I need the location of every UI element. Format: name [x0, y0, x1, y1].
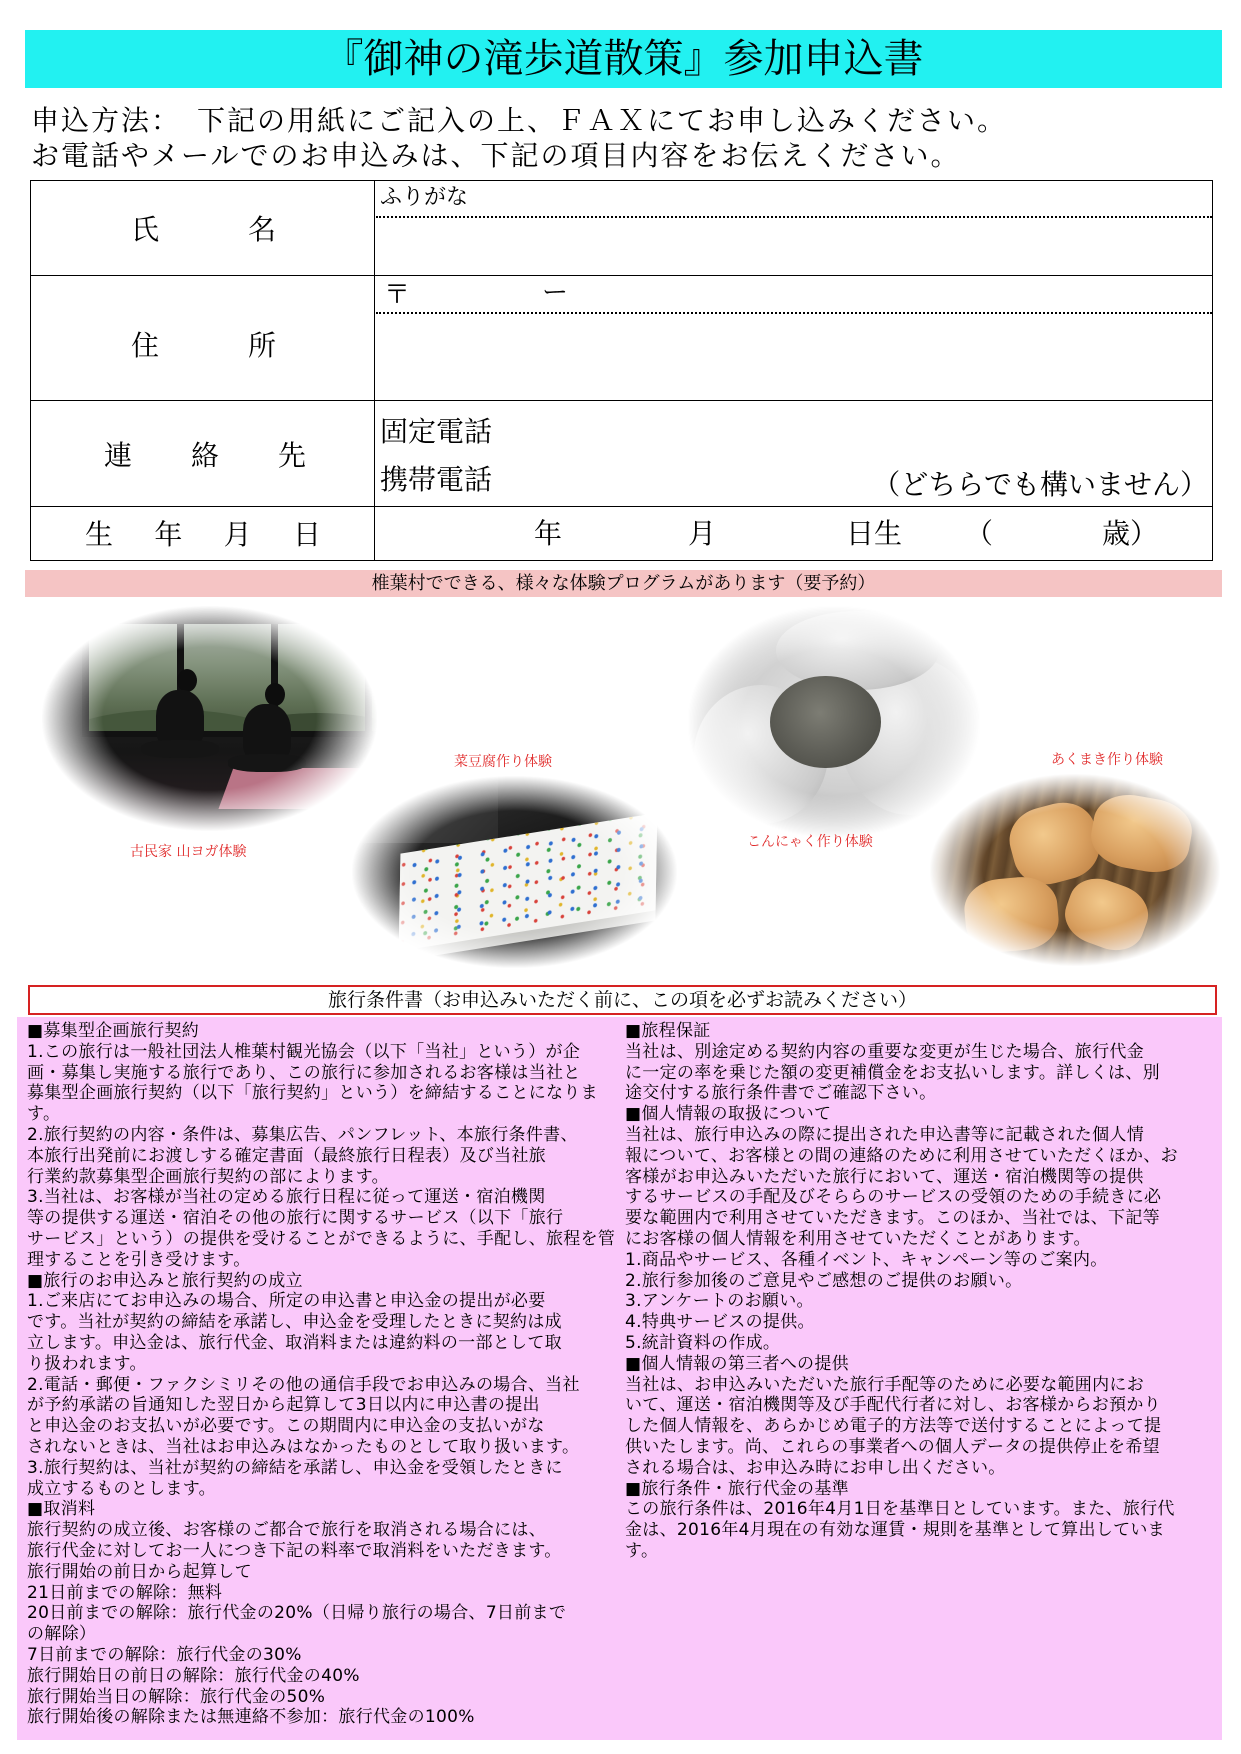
tofu-experience-photo	[352, 776, 677, 968]
condition-line: に一定の率を乗じた額の変更補償金をお支払いします。詳しくは、別	[625, 1062, 1160, 1083]
condition-line: 旅行開始当日の解除：旅行代金の50%	[27, 1686, 326, 1707]
year-unit: 年	[534, 517, 563, 550]
contact-field[interactable]	[376, 401, 1212, 506]
landline-label: 固定電話	[380, 415, 493, 448]
condition-line: いて、運送・宿泊機関等及び手配代行者に対し、お客様からお預かり	[625, 1395, 1161, 1416]
age-close: 歳）	[1102, 517, 1159, 550]
address-field[interactable]	[376, 276, 1212, 400]
akumaki-piece	[1087, 789, 1197, 878]
postal-divider	[376, 312, 1212, 314]
postal-mark: 〒	[384, 280, 411, 310]
furigana-divider	[376, 216, 1212, 218]
condition-line: 金は、2016年4月現在の有効な運賃・規則を基準として算出していま	[625, 1520, 1165, 1541]
akumaki-piece	[1058, 870, 1157, 959]
section-heading: ■個人情報の取扱について	[625, 1104, 832, 1125]
condition-line: 2.旅行契約の内容・条件は、募集広告、パンフレット、本旅行条件書、	[27, 1124, 578, 1145]
person-silhouette	[243, 683, 306, 772]
contact-row	[31, 401, 1212, 507]
window-view	[82, 624, 377, 737]
condition-line: 募集型企画旅行契約（以下「旅行契約」という）を締結することになりま	[27, 1083, 598, 1104]
condition-line: 成立するものとします。	[27, 1478, 216, 1499]
day-unit: 日生	[846, 517, 903, 550]
address-label	[131, 276, 276, 400]
label-char: 年	[154, 518, 183, 551]
window-frame	[82, 624, 89, 737]
condition-line: 報について、お客様との間の連絡のために利用させていただくほか、お	[625, 1145, 1178, 1166]
label-char: 住	[131, 329, 160, 362]
conditions-left-column	[27, 1021, 617, 1728]
cloth	[352, 776, 498, 843]
konnyaku-ball	[770, 676, 881, 769]
furigana-label: ふりがな	[380, 185, 469, 210]
condition-line: サービス」という）の提供を受けることができるように、手配し、旅程を管	[27, 1228, 616, 1249]
age-open: （	[965, 517, 994, 550]
condition-line: 旅行開始後の解除または無連絡不参加：旅行代金の100%	[27, 1707, 475, 1728]
mobile-label: 携帯電話	[380, 463, 493, 496]
name-row	[31, 181, 1212, 276]
glove-fingers	[776, 611, 940, 690]
photo-caption: こんにゃく作り体験	[747, 834, 873, 850]
label-char: 名	[247, 213, 276, 246]
condition-line: 1.商品やサービス、各種イベント、キャンペーン等のご案内。	[625, 1249, 1108, 1270]
postal-dash: ー	[542, 278, 569, 308]
condition-line: 3.旅行契約は、当社が契約の締結を承諾し、申込金を受領したときに	[27, 1457, 563, 1478]
condition-line: 3.アンケートのお願い。	[625, 1291, 814, 1312]
application-form	[30, 180, 1213, 561]
condition-line: されないときは、当社はお申込みはなかったものとして取り扱います。	[27, 1436, 580, 1457]
condition-line: 旅行契約の成立後、お客様のご都合で旅行を取消される場合には、	[27, 1520, 546, 1541]
condition-line: 本旅行出発前にお渡しする確定書面（最終旅行日程表）及び当社旅	[27, 1145, 546, 1166]
condition-line: です。当社が契約の締結を承諾し、申込金を受理したときに契約は成	[27, 1312, 562, 1333]
condition-line: 当社は、お申込みいただいた旅行手配等のために必要な範囲内にお	[625, 1374, 1144, 1395]
conditions-heading: 旅行条件書（お申込みいただく前に、この項を必ずお読みください）	[28, 985, 1217, 1015]
condition-line: 旅行開始日の前日の解除：旅行代金の40%	[27, 1665, 360, 1686]
person-silhouette	[156, 669, 219, 758]
label-char: 絡	[190, 438, 219, 472]
condition-line: 当社は、別途定める契約内容の重要な変更が生じた場合、旅行代金	[625, 1041, 1144, 1062]
label-char: 連	[104, 438, 133, 472]
condition-line: 理することを引き受けます。	[27, 1249, 251, 1270]
label-char: 日	[292, 518, 321, 551]
condition-line: するサービスの手配及びそららのサービスの受領のための手続きに必	[625, 1187, 1162, 1208]
photo-caption: 菜豆腐作り体験	[454, 754, 552, 770]
condition-line: 1.この旅行は一般社団法人椎葉村観光協会（以下「当社」という）が企	[27, 1041, 581, 1062]
condition-line: 当社は、旅行申込みの際に提出された申込書等に記載された個人情	[625, 1124, 1144, 1145]
condition-line: 立します。申込金は、旅行代金、取消料または違約料の一部として取	[27, 1332, 562, 1353]
condition-line: と申込金のお支払いが必要です。この期間内に申込金の支払いがな	[27, 1416, 545, 1437]
section-heading: ■旅行のお申込みと旅行契約の成立	[27, 1270, 303, 1291]
birthday-row	[31, 507, 1212, 559]
section-heading: ■旅行条件・旅行代金の基準	[625, 1478, 849, 1499]
instruction-line: お電話やメールでのお申込みは、下記の項目内容をお伝えください。	[31, 139, 961, 172]
section-heading: ■募集型企画旅行契約	[27, 1021, 200, 1041]
label-char: 月	[223, 518, 252, 551]
condition-line: り扱われます。	[27, 1353, 147, 1374]
akumaki-piece	[962, 874, 1061, 955]
condition-line: 要な範囲内で利用させていただきます。このほか、当社では、下記等	[625, 1208, 1160, 1229]
label-char: 所	[247, 329, 276, 362]
conditions-panel	[17, 1017, 1222, 1740]
condition-line: される場合は、お申込み時にお申し出ください。	[625, 1457, 1006, 1478]
condition-line: 供いたします。尚、これらの事業者への個人データの提供停止を希望	[625, 1436, 1160, 1457]
condition-line: 客様がお申込みいただいた旅行において、運送・宿泊機関等の提供	[625, 1166, 1144, 1187]
contact-note: （どちらでも構いません）	[872, 468, 1208, 501]
label-char: 先	[277, 438, 306, 472]
month-unit: 月	[688, 517, 717, 550]
condition-line: 等の提供する運送・宿泊その他の旅行に関するサービス（以下「旅行	[27, 1208, 564, 1229]
condition-line: す。	[27, 1104, 61, 1125]
name-label	[131, 181, 276, 275]
condition-line: 20日前までの解除：旅行代金の20%（日帰り旅行の場合、7日前まで	[27, 1603, 567, 1624]
condition-line: 21日前までの解除：無料	[27, 1582, 223, 1603]
condition-line: にお客様の個人情報を利用させていただくことがあります。	[625, 1228, 1091, 1249]
section-heading: ■取消料	[27, 1499, 96, 1520]
name-field[interactable]	[376, 181, 1212, 275]
condition-line: 1.ご来店にてお申込みの場合、所定の申込書と申込金の提出が必要	[27, 1291, 546, 1312]
experience-banner: 椎葉村でできる、様々な体験プログラムがあります（要予約）	[25, 570, 1222, 597]
condition-line: した個人情報を、あらかじめ電子的方法等で送付することによって提	[625, 1416, 1162, 1437]
conditions-right-column	[625, 1021, 1217, 1562]
yoga-experience-photo	[42, 606, 377, 831]
condition-line: 旅行代金に対してお一人につき下記の料率で取消料をいただきます。	[27, 1540, 562, 1561]
page-title: 『御神の滝歩道散策』参加申込書	[323, 36, 924, 82]
instructions	[31, 103, 1221, 173]
condition-line: 旅行開始の前日から起算して	[27, 1561, 252, 1582]
condition-line: この旅行条件は、2016年4月1日を基準日としています。また、旅行代	[625, 1499, 1175, 1520]
birthday-label	[85, 507, 321, 559]
section-heading: ■旅程保証	[625, 1021, 711, 1041]
window-frame	[365, 624, 372, 737]
contact-label	[104, 401, 306, 506]
condition-line: が予約承諾の旨通知した翌日から起算して3日以内に申込書の提出	[27, 1395, 540, 1416]
label-char: 氏	[131, 213, 160, 246]
condition-line: 途交付する旅行条件書でご確認下さい。	[625, 1083, 937, 1104]
condition-line: の解除）	[27, 1624, 97, 1645]
birthday-field[interactable]	[376, 507, 1212, 559]
condition-line: 2.電話・郵便・ファクシミリその他の通信手段でお申込みの場合、当社	[27, 1374, 580, 1395]
condition-line: 5.統計資料の作成。	[625, 1332, 781, 1353]
photo-caption: あくまき作り体験	[1051, 752, 1163, 768]
condition-line: 行業約款募集型企画旅行契約の部によります。	[27, 1166, 389, 1187]
photo-caption: 古民家 山ヨガ体験	[130, 844, 247, 860]
condition-line: す。	[625, 1540, 659, 1561]
section-heading: ■個人情報の第三者への提供	[625, 1353, 849, 1374]
condition-line: 4.特典サービスの提供。	[625, 1312, 815, 1333]
condition-line: 7日前までの解除：旅行代金の30%	[27, 1644, 302, 1665]
condition-line: 画・募集し実施する旅行であり、この旅行に参加されるお客様は当社と	[27, 1062, 581, 1083]
condition-line: 2.旅行参加後のご意見やご感想のご提供のお願い。	[625, 1270, 1023, 1291]
condition-line: 3.当社は、お客様が当社の定める旅行日程に従って運送・宿泊機関	[27, 1187, 546, 1208]
akumaki-experience-photo	[930, 774, 1220, 966]
window-sill	[82, 731, 377, 737]
title-bar	[25, 30, 1222, 88]
label-char: 生	[85, 518, 114, 551]
address-row	[31, 276, 1212, 401]
instruction-line: 申込方法： 下記の用紙にご記入の上、ＦＡＸにてお申し込みください。	[31, 104, 1008, 137]
